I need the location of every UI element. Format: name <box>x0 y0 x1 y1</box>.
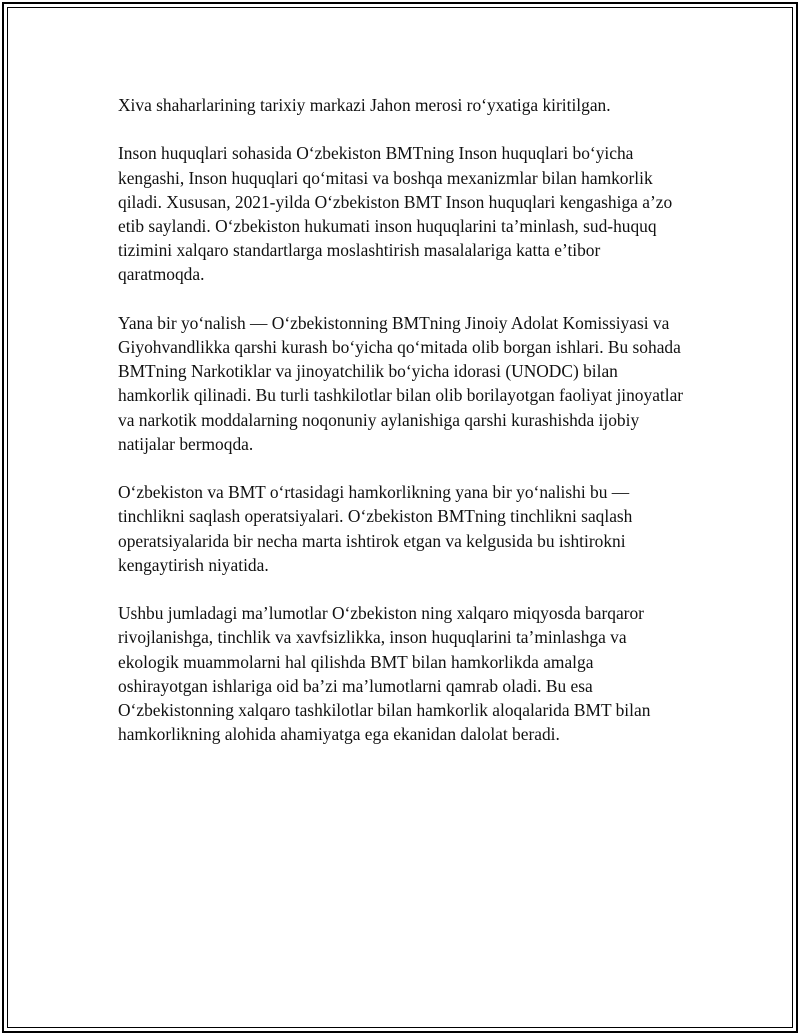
paragraph-criminal-justice: Yana bir yo‘nalish — O‘zbekistonning BMTning Jinoiy Adolat Komissiyasi va Giyohvandlikka qarshi kurash bo‘yicha qo‘mitada olib borgan ishlari. Bu sohada BMTning Narkotiklar va jinoyatchilik bo‘yicha idorasi (UNODC) bilan hamkorlik qilinadi. Bu turli tashkilotlar bilan olib borilayotgan faoliyat jinoyatlar va narkotik moddalarning noqonuniy aylanishiga qarshi kurashishda ijobiy natijalar bermoqda. <box>118 312 684 454</box>
paragraph-xiva-heritage: Xiva shaharlarining tarixiy markazi Jahon merosi ro‘yxatiga kiritilgan. <box>118 95 611 115</box>
document-body <box>118 93 686 771</box>
paragraph-human-rights: Inson huquqlari sohasida O‘zbekiston BMTning Inson huquqlari bo‘yicha kengashi, Inson huquqlari qo‘mitasi va boshqa mexanizmlar bilan hamkorlik qiladi. Xususan, 2021-yilda O‘zbekiston BMT Inson huquqlari kengashiga a’zo etib saylandi. O‘zbekiston hukumati inson huquqlarini ta’minlash, sud-huquq tizimini xalqaro standartlarga moslashtirish masalalariga katta e’tibor qaratmoqda. <box>118 143 673 285</box>
paragraph-peacekeeping: O‘zbekiston va BMT o‘rtasidagi hamkorlikning yana bir yo‘nalishi bu — tinchlikni saqlash operatsiyalari. O‘zbekiston BMTning tinchlikni saqlash operatsiyalarida bir necha marta ishtirok etgan va kelgusida bu ishtirokni kengaytirish niyatida. <box>118 482 633 575</box>
paragraph-summary: Ushbu jumladagi ma’lumotlar O‘zbekiston ning xalqaro miqyosda barqaror rivojlanishga, tinchlik va xavfsizlikka, inson huquqlarini ta’minlashga va ekologik muammolarni hal qilishda BMT bilan hamkorlikda amalga oshirayotgan ishlariga oid ba’zi ma’lumotlarni qamrab oladi. Bu esa O‘zbekistonning xalqaro tashkilotlar bilan hamkorlik aloqalarida BMT bilan hamkorlikning alohida ahamiyatga ega ekanidan dalolat beradi. <box>118 603 651 745</box>
